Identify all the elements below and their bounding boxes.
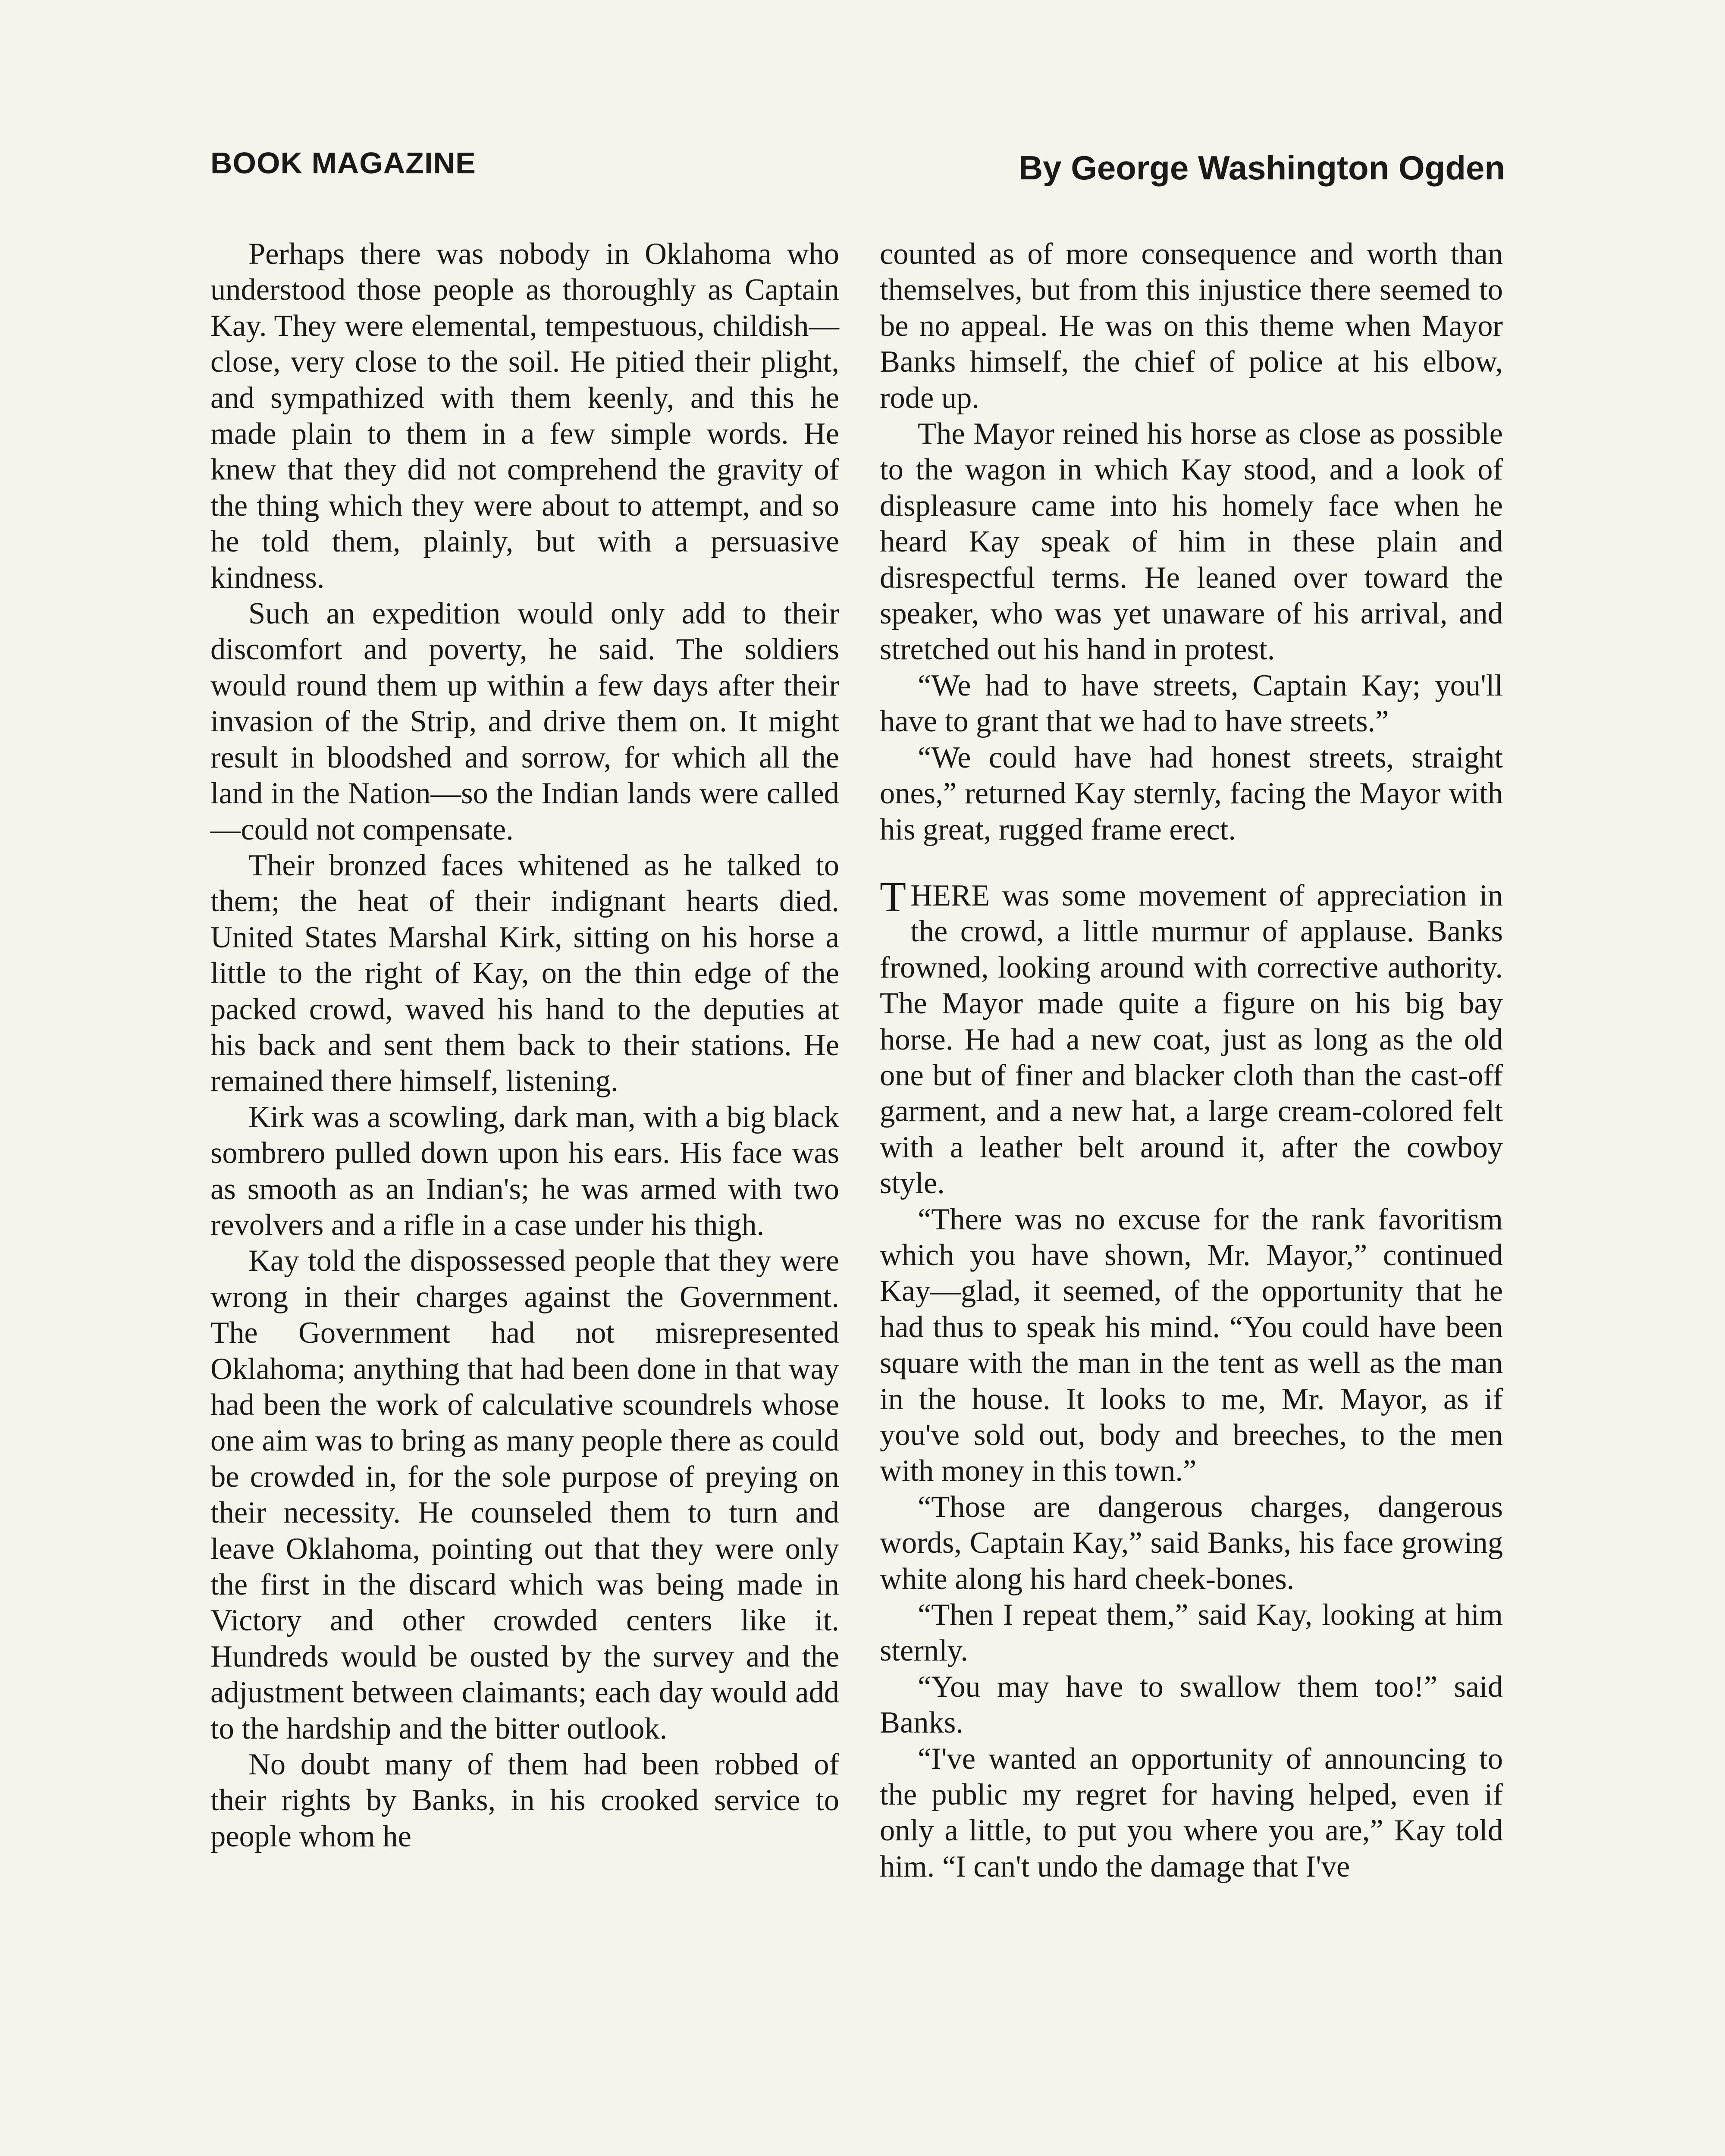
- paragraph: Kirk was a scowling, dark man, with a big black sombrero pulled down upon his ears. His face was as smooth as an Indian's; he was armed with two revolvers and a rifle in a case under his thigh.: [210, 1100, 839, 1242]
- paragraph: “Then I repeat them,” said Kay, looking at him sternly.: [880, 1598, 1503, 1668]
- paragraph: “I've wanted an opportunity of announcing to the public my regret for having helped, even if only a little, to put you where you are,” Kay told him. “I can't undo the damage that I've: [880, 1742, 1503, 1883]
- running-head-magazine-title: BOOK MAGAZINE: [210, 146, 476, 180]
- paragraph: “Those are dangerous charges, dangerous words, Captain Kay,” said Banks, his face growing white along his hard cheek-bones.: [880, 1490, 1503, 1596]
- paragraph: Perhaps there was nobody in Oklahoma who understood those people as thoroughly as Captain Kay. They were elemental, tempestuous, childish—close, very close to the soil. He pitied their plight, and sympathized with them keenly, and this he made plain to them in a few simple words. He knew that they did not comprehend the gravity of the thing which they were about to attempt, and so he told them, plainly, but with a persuasive kindness.: [210, 237, 839, 595]
- paragraph: Such an expedition would only add to their discomfort and poverty, he said. The soldiers would round them up within a few days after their invasion of the Strip, and drive them on. It might result in bloodshed and sorrow, for which all the land in the Nation—so the Indian lands were called—could not compensate.: [210, 597, 839, 846]
- drop-cap: T: [880, 872, 906, 921]
- paragraph-continuation: counted as of more consequence and worth than themselves, but from this injustice there seemed to be no appeal. He was on this theme when Mayor Banks himself, the chief of police at his elbow, rode up.: [880, 237, 1503, 415]
- section-break: [880, 848, 1503, 878]
- paragraph: “We had to have streets, Captain Kay; you'll have to grant that we had to have streets.”: [880, 668, 1503, 739]
- section-opening-paragraph: [880, 872, 1503, 1202]
- paragraph: “There was no excuse for the rank favoritism which you have shown, Mr. Mayor,” continued Kay—glad, it seemed, of the opportunity that he had thus to speak his mind. “You could have been square with the man in the tent as well as the man in the house. It looks to me, Mr. Mayor, as if you've sold out, body and breeches, to the men with money in this town.”: [880, 1202, 1503, 1488]
- paragraph: The Mayor reined his horse as close as possible to the wagon in which Kay stood, and a look of displeasure came into his homely face when he heard Kay speak of him in these plain and disrespectful terms. He leaned over toward the speaker, who was yet unaware of his arrival, and stretched out his hand in protest.: [880, 417, 1503, 667]
- paragraph: Their bronzed faces whitened as he talked to them; the heat of their indignant hearts died. United States Marshal Kirk, sitting on his horse a little to the right of Kay, on the thin edge of the packed crowd, waved his hand to the deputies at his back and sent them back to their stations. He remained there himself, listening.: [210, 848, 839, 1098]
- running-head-author: By George Washington Ogden: [1018, 149, 1505, 187]
- right-text-column: [880, 236, 1503, 1885]
- paragraph: Kay told the dispossessed people that they were wrong in their charges against the Government. The Government had not misrepresented Oklahoma; anything that had been done in that way had been the work of calculative scoundrels whose one aim was to bring as many people there as could be crowded in, for the sole purpose of preying on their necessity. He counseled them to turn and leave Oklahoma, pointing out that they were only the first in the discard which was being made in Victory and other crowded centers like it. Hundreds would be ousted by the survey and the adjustment between claimants; each day would add to the hardship and the bitter outlook.: [210, 1244, 839, 1745]
- left-text-column: [210, 236, 839, 1855]
- small-caps-lead: HERE: [910, 878, 990, 912]
- section-opening-text: was some movement of appreciation in the crowd, a little murmur of applause. Banks frowned, looking around with corrective authority. The Mayor made quite a figure on his big bay horse. He had a new coat, just as long as the old one but of finer and blacker cloth than the cast-off garment, and a new hat, a large cream-colored felt with a leather belt around it, after the cowboy style.: [880, 878, 1503, 1200]
- paragraph: No doubt many of them had been robbed of their rights by Banks, in his crooked service to people whom he: [210, 1748, 839, 1853]
- paragraph: “You may have to swallow them too!” said Banks.: [880, 1670, 1503, 1740]
- paragraph: “We could have had honest streets, straight ones,” returned Kay sternly, facing the Mayor with his great, rugged frame erect.: [880, 740, 1503, 846]
